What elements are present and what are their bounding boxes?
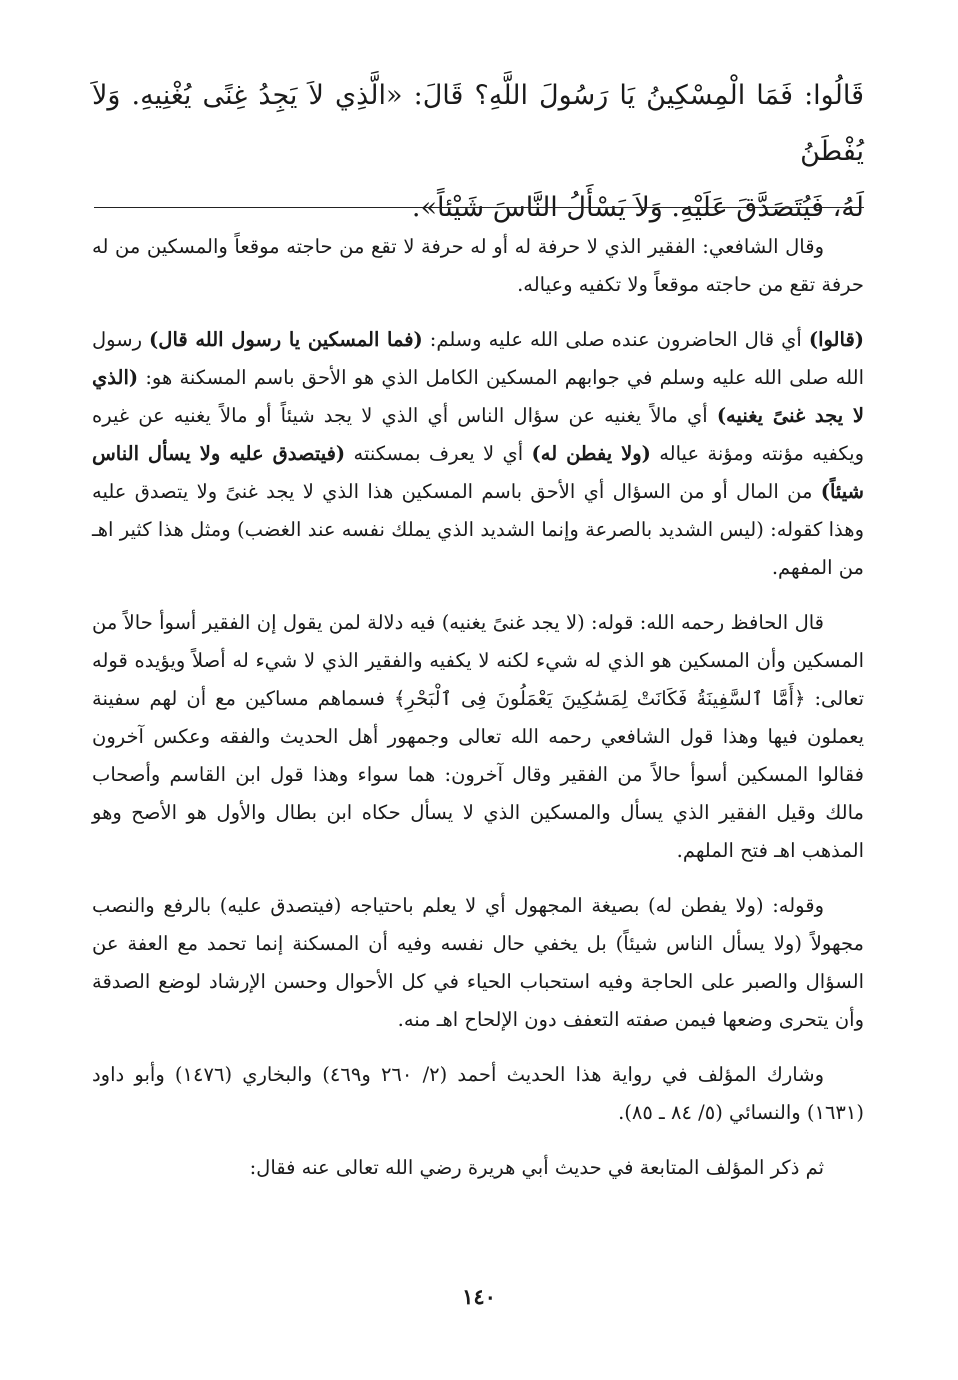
commentary bbox=[92, 228, 864, 1204]
quoted-phrase: (ولا يفطن له) bbox=[531, 442, 651, 465]
quoted-phrase: (الذي لا يجد غنىً يغنيه) bbox=[92, 366, 864, 427]
quoted-phrase: (فما المسكين يا رسول الله قال) bbox=[149, 328, 423, 351]
commentary-paragraph-6: ثم ذكر المؤلف المتابعة في حديث أبي هريرة رضي الله تعالى عنه فقال: bbox=[249, 1156, 824, 1179]
hadith-line-2: لَهُ، فَيُتَصَدَّقَ عَلَيْهِ. وَلاَ يَسْأَلُ النَّاسَ شَيْئاً». bbox=[411, 192, 864, 223]
explanation-text: من المال أو من السؤال أي الأحق باسم المسكين هذا الذي لا يجد غنىً ولا يتصدق عليه وهذا كقوله: (ليس الشديد بالصرعة وإنما الشديد الذي يملك نفسه عند الغضب) ومثل هذا كثير اهـ من المفهم. bbox=[92, 480, 864, 579]
explanation-text: أي لا يعرف بمسكنته bbox=[345, 442, 532, 465]
commentary-paragraph-4: وقوله: (ولا يفطن له) بصيغة المجهول أي لا يعلم باحتياجه (فيتصدق عليه) بالرفع والنصب مجهولاً (ولا يسأل الناس شيئاً) بل يخفي حال نفسه وفيه أن المسكنة إنما تحمد مع العفة عن السؤال والصبر على الحاجة وفيه استحباب الحياء في كل الأحوال وحسن الإرشاد لوضع الصدقة وأن يتحرى وضعها فيمن صفته التعفف دون الإلحاح اهـ منه. bbox=[92, 894, 864, 1031]
commentary-paragraph-3: قال الحافظ رحمه الله: قوله: (لا يجد غنىً يغنيه) فيه دلالة لمن يقول إن الفقير أسوأ حالاً من المسكين وأن المسكين هو الذي له شيء لكنه لا يكفيه والفقير الذي لا شيء له أصلاً ويؤيده قوله تعالى: ﴿أَمَّا ٱلسَّفِينَةُ فَكَانَتْ لِمَسَٰكِينَ يَعْمَلُونَ فِى ٱلْبَحْرِ﴾ فسماهم مساكين مع أن لهم سفينة يعملون فيها وهذا قول الشافعي رحمه الله تعالى وجمهور أهل الحديث والفقه وعكس آخرون فقالوا المسكين أسوأ حالاً من الفقير وقال آخرون: هما سواء وهذا قول ابن القاسم وأصحاب مالك وقيل الفقير الذي يسأل والمسكين الذي لا يسأل حكاه ابن بطال والأول هو الأصح وهو المذهب اهـ فتح الملهم. bbox=[92, 611, 864, 862]
quoted-phrase: (فيتصدق عليه ولا يسأل الناس شيئاً) bbox=[92, 442, 864, 503]
footnote-divider bbox=[94, 207, 864, 208]
hadith-line-1: قَالُوا: فَمَا الْمِسْكِينُ يَا رَسُولَ اللَّهِ؟ قَالَ: «الَّذِي لاَ يَجِدُ غِنًى يُغْنِيهِ. وَلاَ يُفْطَنُ bbox=[92, 80, 864, 167]
quoted-phrase: (قالوا) bbox=[808, 328, 864, 351]
explanation-text: أي مالاً يغنيه عن سؤال الناس أي الذي لا يجد شيئاً أو مالاً يغنيه عن غيره ويكفيه مؤنته ومؤنة عياله bbox=[92, 404, 864, 465]
commentary-paragraph-5: وشارك المؤلف في رواية هذا الحديث أحمد (٢/ ٢٦٠ و٤٦٩) والبخاري (١٤٧٦) وأبو داود (١٦٣١) والنسائي (٥/ ٨٤ ـ ٨٥). bbox=[92, 1063, 864, 1124]
explanation-text: رسول الله صلى الله عليه وسلم في جوابهم المسكين الكامل الذي هو الأحق باسم المسكنة هو: bbox=[92, 328, 864, 389]
hadith-text bbox=[92, 68, 864, 236]
commentary-paragraph-1: وقال الشافعي: الفقير الذي لا حرفة له أو له حرفة لا تقع من حاجته موقعاً والمسكين من له حرفة تقع من حاجته موقعاً ولا تكفيه وعياله. bbox=[92, 235, 864, 296]
commentary-paragraph-2 bbox=[92, 321, 864, 587]
explanation-text: أي قال الحاضرون عنده صلى الله عليه وسلم: bbox=[422, 328, 809, 351]
page-number: ١٤٠ bbox=[462, 1284, 496, 1309]
